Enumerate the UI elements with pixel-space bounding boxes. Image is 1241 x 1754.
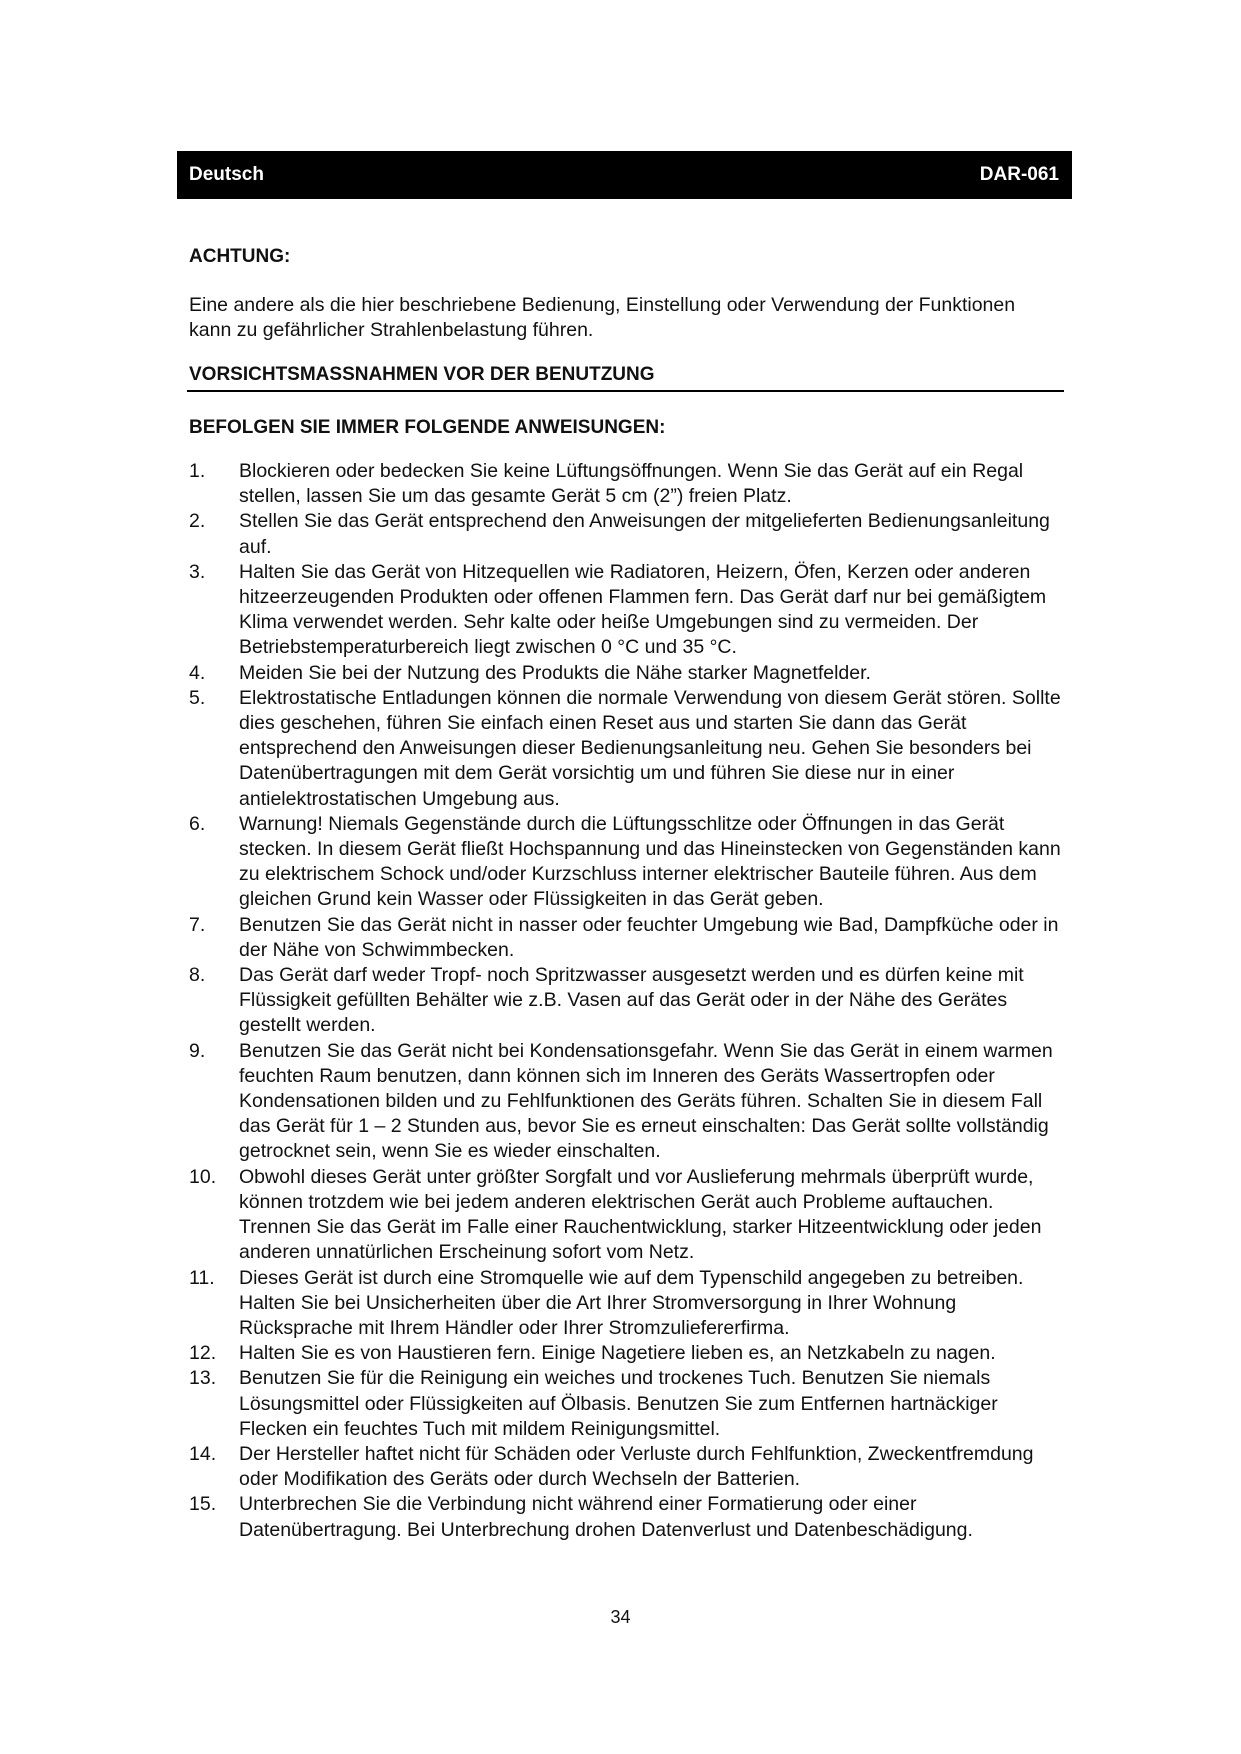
list-item	[189, 1039, 1069, 1165]
item-number: 8.	[189, 964, 206, 987]
item-number: 5.	[189, 686, 206, 709]
achtung-text: Eine andere als die hier beschriebene Bedienung, Einstellung oder Verwendung der Funktionen kann zu gefährlicher Strahlenbelastung führen.	[189, 294, 1016, 341]
list-item	[189, 1492, 1069, 1542]
item-number: 4.	[189, 661, 206, 684]
list-item	[189, 459, 1069, 509]
page-number: 34	[610, 1607, 631, 1627]
item-number: 13.	[189, 1367, 217, 1390]
section-title: VORSICHTSMASSNAHMEN VOR DER BENUTZUNG	[189, 364, 655, 385]
section-divider	[187, 390, 1064, 392]
list-item	[189, 1266, 1069, 1342]
list-item	[189, 686, 1069, 812]
list-item	[189, 1442, 1069, 1492]
list-item	[189, 963, 1069, 1039]
header-language: Deutsch	[189, 164, 264, 185]
item-number: 9.	[189, 1039, 206, 1062]
list-item	[189, 1165, 1069, 1266]
list-item	[189, 560, 1069, 661]
list-item	[189, 661, 1069, 686]
item-number: 7.	[189, 913, 206, 936]
item-text: Unterbrechen Sie die Verbindung nicht während einer Formatierung oder einer Datenübertragung. Bei Unterbrechung drohen Datenverlust und Datenbeschädigung.	[239, 1493, 973, 1541]
item-text: Der Hersteller haftet nicht für Schäden oder Verluste durch Fehlfunktion, Zweckentfremdung oder Modifikation des Geräts oder durch Wechseln der Batterien.	[239, 1442, 1034, 1491]
list-item	[189, 1366, 1069, 1442]
item-number: 3.	[189, 560, 206, 583]
item-text: Blockieren oder bedecken Sie keine Lüftungsöffnungen. Wenn Sie das Gerät auf ein Regal stellen, lassen Sie um das gesamte Gerät 5 cm (2”) freien Platz.	[239, 460, 1024, 508]
list-item	[189, 1341, 1069, 1366]
list-item	[189, 913, 1069, 963]
item-text: Stellen Sie das Gerät entsprechend den Anweisungen der mitgelieferten Bedienungsanleitung auf.	[239, 510, 1050, 558]
item-text: Meiden Sie bei der Nutzung des Produkts die Nähe starker Magnetfelder.	[239, 661, 871, 684]
item-number: 12.	[189, 1342, 217, 1365]
item-text: Warnung! Niemals Gegenstände durch die Lüftungsschlitze oder Öffnungen in das Gerät stecken. In diesem Gerät fließt Hochspannung und das Hineinstecken von Gegenständen kann zu elektrischem Schock und/oder Kurzschluss interner elektrischer Bauteile führen. Aus dem gleichen Grund kein Wasser oder Flüssigkeiten in das Gerät geben.	[239, 812, 1061, 911]
item-number: 15.	[189, 1493, 217, 1516]
item-text: Benutzen Sie für die Reinigung ein weiches und trockenes Tuch. Benutzen Sie niemals Lösungsmittel oder Flüssigkeiten auf Ölbasis. Benutzen Sie zum Entfernen hartnäckiger Flecken ein feuchtes Tuch mit mildem Reinigungsmittel.	[239, 1367, 998, 1440]
item-number: 6.	[189, 812, 206, 835]
item-text: Das Gerät darf weder Tropf- noch Spritzwasser ausgesetzt werden und es dürfen keine mit Flüssigkeit gefüllten Behälter wie z.B. Vasen auf das Gerät oder in der Nähe des Gerätes gestellt werden.	[239, 964, 1024, 1037]
list-item	[189, 812, 1069, 913]
section-subtitle: BEFOLGEN SIE IMMER FOLGENDE ANWEISUNGEN:	[189, 417, 666, 438]
list-item	[189, 509, 1069, 559]
item-text: Dieses Gerät ist durch eine Stromquelle wie auf dem Typenschild angegeben zu betreiben. Halten Sie bei Unsicherheiten über die Art Ihrer Stromversorgung in Ihrer Wohnung Rücksprache mit Ihrem Händler oder Ihrer Stromzuliefererfirma.	[239, 1266, 1024, 1339]
item-number: 11.	[189, 1266, 215, 1289]
header-bar	[177, 151, 1072, 199]
item-number: 10.	[189, 1165, 217, 1188]
item-number: 1.	[189, 460, 206, 482]
item-text: Obwohl dieses Gerät unter größter Sorgfalt und vor Auslieferung mehrmals überprüft wurde, können trotzdem wie bei jedem anderen elektrischen Gerät auch Probleme auftauchen. Trennen Sie das Gerät im Falle einer Rauchentwicklung, starker Hitzeentwicklung oder jeden anderen unnatürlichen Erscheinung sofort vom Netz.	[239, 1165, 1042, 1264]
item-text: Halten Sie es von Haustieren fern. Einige Nagetiere lieben es, an Netzkabeln zu nagen.	[239, 1342, 996, 1365]
item-text: Halten Sie das Gerät von Hitzequellen wie Radiatoren, Heizern, Öfen, Kerzen oder anderen hitzeerzeugenden Produkten oder offenen Flammen fern. Das Gerät darf nur bei gemäßigtem Klima verwendet werden. Sehr kalte oder heiße Umgebungen sind zu vermeiden. Der Betriebstemperaturbereich liegt zwischen 0 °C und 35 °C.	[239, 560, 1047, 659]
instruction-list	[189, 459, 1069, 1543]
header-model: DAR-061	[979, 164, 1059, 185]
item-text: Elektrostatische Entladungen können die normale Verwendung von diesem Gerät stören. Sollte dies geschehen, führen Sie einfach einen Reset aus und starten Sie dann das Gerät entsprechend den Anweisungen dieser Bedienungsanleitung neu. Gehen Sie besonders bei Datenübertragungen mit dem Gerät vorsichtig um und führen Sie diese nur in einer antielektrostatischen Umgebung aus.	[239, 686, 1061, 810]
item-number: 2.	[189, 510, 206, 533]
item-number: 14.	[189, 1442, 217, 1465]
achtung-title: ACHTUNG:	[189, 246, 291, 267]
item-text: Benutzen Sie das Gerät nicht bei Kondensationsgefahr. Wenn Sie das Gerät in einem warmen feuchten Raum benutzen, dann können sich im Inneren des Geräts Wassertropfen oder Kondensationen bilden und zu Fehlfunktionen des Geräts führen. Schalten Sie in diesem Fall das Gerät für 1 – 2 Stunden aus, bevor Sie es erneut einschalten: Das Gerät sollte vollständig getrocknet sein, wenn Sie es wieder einschalten.	[239, 1039, 1053, 1163]
item-text: Benutzen Sie das Gerät nicht in nasser oder feuchter Umgebung wie Bad, Dampfküche oder in der Nähe von Schwimmbecken.	[239, 913, 1059, 961]
